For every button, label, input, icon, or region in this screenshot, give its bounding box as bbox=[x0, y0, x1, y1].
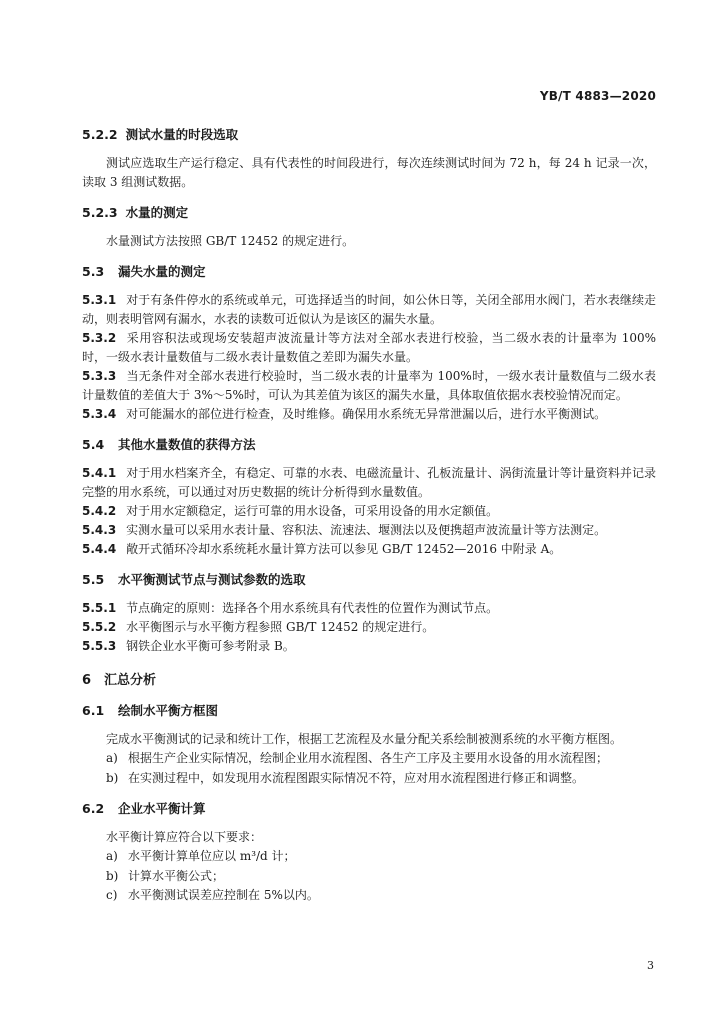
heading-5-2-3 bbox=[82, 204, 656, 222]
heading-number: 5.4 bbox=[82, 437, 105, 452]
heading-6-1 bbox=[82, 702, 656, 720]
clause-number: 5.4.4 bbox=[82, 542, 117, 556]
clause-number: 5.4.2 bbox=[82, 504, 117, 518]
clause-text: 对于用水定额稳定，运行可靠的用水设备，可采用设备的用水定额值。 bbox=[126, 504, 499, 518]
clause-text: 钢铁企业水平衡可参考附录 B。 bbox=[126, 639, 295, 653]
clause-text: 水平衡图示与水平衡方程参照 GB/T 12452 的规定进行。 bbox=[126, 620, 435, 634]
list-item-text: 水平衡计算单位应以 m³/d 计； bbox=[128, 849, 296, 863]
list-marker: b) bbox=[106, 868, 119, 883]
heading-number: 5.3 bbox=[82, 264, 105, 279]
clause-number: 5.5.3 bbox=[82, 639, 117, 653]
clause-text: 敞开式循环冷却水系统耗水量计算方法可以参见 GB/T 12452—2016 中附录 A。 bbox=[126, 542, 562, 556]
clause-number: 5.3.3 bbox=[82, 369, 117, 383]
heading-6 bbox=[82, 672, 656, 690]
list-item-text: 根据生产企业实际情况，绘制企业用水流程图、各生产工序及主要用水设备的用水流程图； bbox=[128, 751, 609, 765]
list-item-text: 计算水平衡公式； bbox=[128, 868, 225, 883]
clause-text: 节点确定的原则：选择各个用水系统具有代表性的位置作为测试节点。 bbox=[126, 601, 499, 615]
clause-5-4-3 bbox=[82, 521, 656, 540]
paragraph: 完成水平衡测试的记录和统计工作，根据工艺流程及水量分配关系绘制被测系统的水平衡方框图。 bbox=[106, 732, 623, 746]
list-item bbox=[82, 847, 656, 867]
clause-text: 对于有条件停水的系统或单元，可选择适当的时间，如公休日等，关闭全部用水阀门，若水表继续走动，则表明管网有漏水，水表的读数可近似认为是该区的漏失水量。 bbox=[82, 293, 656, 326]
heading-title: 企业水平衡计算 bbox=[118, 801, 206, 816]
heading-title: 汇总分析 bbox=[104, 673, 157, 688]
standard-code: YB/T 4883—2020 bbox=[539, 89, 656, 103]
clause-text: 对于用水档案齐全，有稳定、可靠的水表、电磁流量计、孔板流量计、涡街流量计等计量资料并记录完整的用水系统，可以通过对历史数据的统计分析得到水量数值。 bbox=[82, 466, 656, 499]
list-item-text: 在实测过程中，如发现用水流程图跟实际情况不符，应对用水流程图进行修正和调整。 bbox=[128, 770, 585, 785]
heading-5-2-2 bbox=[82, 126, 656, 144]
paragraph: 水平衡计算应符合以下要求： bbox=[106, 830, 263, 844]
list-item bbox=[82, 769, 656, 789]
heading-title: 测试水量的时段选取 bbox=[125, 127, 239, 142]
clause-5-4-1 bbox=[82, 464, 656, 502]
clause-5-3-4 bbox=[82, 405, 656, 424]
clause-5-5-2 bbox=[82, 618, 656, 637]
clause-number: 5.3.2 bbox=[82, 331, 117, 345]
heading-title: 水平衡测试节点与测试参数的选取 bbox=[118, 572, 306, 587]
heading-number: 6 bbox=[82, 673, 92, 688]
clause-number: 5.4.1 bbox=[82, 466, 117, 480]
list-marker: c) bbox=[106, 888, 118, 902]
clause-number: 5.5.1 bbox=[82, 601, 117, 615]
list-marker: b) bbox=[106, 770, 119, 785]
heading-title: 其他水量数值的获得方法 bbox=[118, 437, 256, 452]
heading-number: 5.2.2 bbox=[82, 127, 118, 142]
heading-number: 5.5 bbox=[82, 572, 105, 587]
document-body bbox=[82, 126, 656, 906]
paragraph: 水量测试方法按照 GB/T 12452 的规定进行。 bbox=[106, 234, 355, 248]
clause-5-3-1 bbox=[82, 291, 656, 329]
heading-5-4 bbox=[82, 436, 656, 454]
clause-number: 5.5.2 bbox=[82, 620, 117, 634]
clause-number: 5.3.1 bbox=[82, 293, 117, 307]
list-marker: a) bbox=[106, 751, 118, 765]
list-marker: a) bbox=[106, 849, 118, 863]
clause-5-3-2 bbox=[82, 329, 656, 367]
heading-number: 5.2.3 bbox=[82, 205, 118, 220]
heading-title: 绘制水平衡方框图 bbox=[118, 703, 219, 718]
heading-title: 水量的测定 bbox=[125, 205, 189, 220]
clause-text: 当无条件对全部水表进行校验时，当二级水表的计量率为 100%时，一级水表计量数值与二级水表计量数值的差值大于 3%～5%时，可认为其差值为该区的漏失水量，具体取值依据水表校验情况而定。 bbox=[82, 369, 656, 402]
heading-number: 6.2 bbox=[82, 801, 105, 816]
heading-number: 6.1 bbox=[82, 703, 105, 718]
list-item bbox=[82, 886, 656, 906]
heading-title: 漏失水量的测定 bbox=[118, 264, 206, 279]
heading-5-3 bbox=[82, 263, 656, 281]
heading-6-2 bbox=[82, 800, 656, 818]
page-number: 3 bbox=[647, 959, 654, 972]
clause-5-5-1 bbox=[82, 599, 656, 618]
list-item-text: 水平衡测试误差应控制在 5%以内。 bbox=[128, 888, 319, 902]
clause-5-5-3 bbox=[82, 637, 656, 656]
clause-number: 5.3.4 bbox=[82, 407, 117, 421]
paragraph: 测试应选取生产运行稳定、具有代表性的时间段进行，每次连续测试时间为 72 h，每 24 h 记录一次，读取 3 组测试数据。 bbox=[82, 156, 656, 189]
clause-text: 采用容积法或现场安装超声波流量计等方法对全部水表进行校验，当二级水表的计量率为 100%时，一级水表计量数值与二级水表计量数值之差即为漏失水量。 bbox=[82, 331, 656, 364]
list-item bbox=[82, 749, 656, 769]
clause-text: 对可能漏水的部位进行检查，及时维修。确保用水系统无异常泄漏以后，进行水平衡测试。 bbox=[126, 407, 607, 421]
clause-5-4-2 bbox=[82, 502, 656, 521]
clause-5-3-3 bbox=[82, 367, 656, 405]
clause-5-4-4 bbox=[82, 540, 656, 559]
list-item bbox=[82, 867, 656, 887]
clause-number: 5.4.3 bbox=[82, 523, 117, 537]
clause-text: 实测水量可以采用水表计量、容积法、流速法、堰测法以及便携超声波流量计等方法测定。 bbox=[126, 523, 607, 537]
heading-5-5 bbox=[82, 571, 656, 589]
